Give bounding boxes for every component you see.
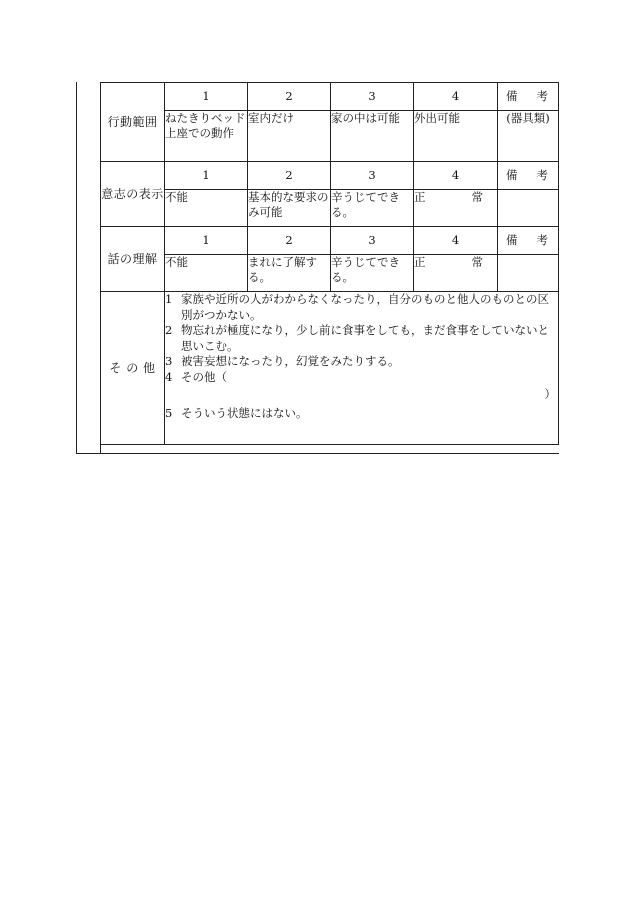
remarks-char-1: 備 xyxy=(506,233,518,247)
option-bedridden: ねたきりベッド上座での動作 xyxy=(165,111,248,162)
table-row xyxy=(101,292,559,445)
remarks-char-2: 考 xyxy=(536,233,548,247)
table-row xyxy=(101,255,559,292)
table-row xyxy=(101,190,559,227)
others-list xyxy=(165,292,559,445)
category-comprehension: 話の理解 xyxy=(101,227,165,292)
remarks-header xyxy=(498,83,559,111)
table-row xyxy=(101,83,559,111)
level-1-number: 1 xyxy=(165,83,248,111)
level-1-number: 1 xyxy=(165,162,248,190)
list-item xyxy=(165,323,558,354)
category-action-range: 行動範囲 xyxy=(101,83,165,162)
option-rarely-understands: まれに了解する。 xyxy=(248,255,331,292)
item-text: そういう状態にはない。 xyxy=(181,405,308,420)
remarks-empty xyxy=(498,255,559,292)
assessment-table xyxy=(100,82,559,445)
level-2-number: 2 xyxy=(248,162,331,190)
closing-parenthesis: ） xyxy=(544,387,556,401)
table-row xyxy=(101,162,559,190)
item-number: 3 xyxy=(165,354,173,368)
item-number: 5 xyxy=(165,405,173,420)
level-1-number: 1 xyxy=(165,227,248,255)
list-item xyxy=(165,370,558,386)
level-4-number: 4 xyxy=(414,83,498,111)
category-others: そ の 他 xyxy=(101,292,165,445)
remarks-char-2: 考 xyxy=(536,168,548,182)
option-barely: 辛うじてできる。 xyxy=(331,255,414,292)
normal-char-2: 常 xyxy=(471,255,483,269)
level-4-number: 4 xyxy=(414,162,498,190)
category-expression-of-will: 意志の表示 xyxy=(101,162,165,227)
table-row xyxy=(101,111,559,162)
remarks-header xyxy=(498,162,559,190)
level-3-number: 3 xyxy=(331,83,414,111)
option-indoor-only: 室内だけ xyxy=(248,111,331,162)
normal-char-1: 正 xyxy=(414,255,426,269)
level-4-number: 4 xyxy=(414,227,498,255)
option-normal xyxy=(414,255,498,292)
item-text: 家族や近所の人がわからなくなったり，自分のものと他人のものとの区別がつかない。 xyxy=(181,292,549,322)
item-text: その他（ xyxy=(181,369,227,384)
option-basic-requests: 基本的な要求のみ可能 xyxy=(248,190,331,227)
option-unable: 不能 xyxy=(165,255,248,292)
list-item xyxy=(165,406,558,422)
normal-char-1: 正 xyxy=(414,190,426,204)
table-row xyxy=(101,227,559,255)
level-3-number: 3 xyxy=(331,162,414,190)
level-2-number: 2 xyxy=(248,83,331,111)
option-normal xyxy=(414,190,498,227)
list-item xyxy=(165,292,558,323)
item-text: 被害妄想になったり，幻覚をみたりする。 xyxy=(181,354,400,368)
item-number: 4 xyxy=(165,369,173,384)
normal-char-2: 常 xyxy=(471,190,483,204)
remarks-header xyxy=(498,227,559,255)
remarks-empty xyxy=(498,190,559,227)
option-barely: 辛うじてできる。 xyxy=(331,190,414,227)
option-unable: 不能 xyxy=(165,190,248,227)
option-outing: 外出可能 xyxy=(414,111,498,162)
remarks-char-2: 考 xyxy=(536,89,548,103)
list-item xyxy=(165,354,558,370)
level-2-number: 2 xyxy=(248,227,331,255)
item-number: 2 xyxy=(165,323,173,337)
level-3-number: 3 xyxy=(331,227,414,255)
option-in-house: 家の中は可能 xyxy=(331,111,414,162)
item-text: 物忘れが極度になり，少し前に食事をしても，まだ食事をしていないと思いこむ。 xyxy=(181,323,549,353)
remarks-equipment: (器具類) xyxy=(498,111,559,162)
remarks-char-1: 備 xyxy=(506,168,518,182)
remarks-char-1: 備 xyxy=(506,89,518,103)
item-number: 1 xyxy=(165,292,173,306)
